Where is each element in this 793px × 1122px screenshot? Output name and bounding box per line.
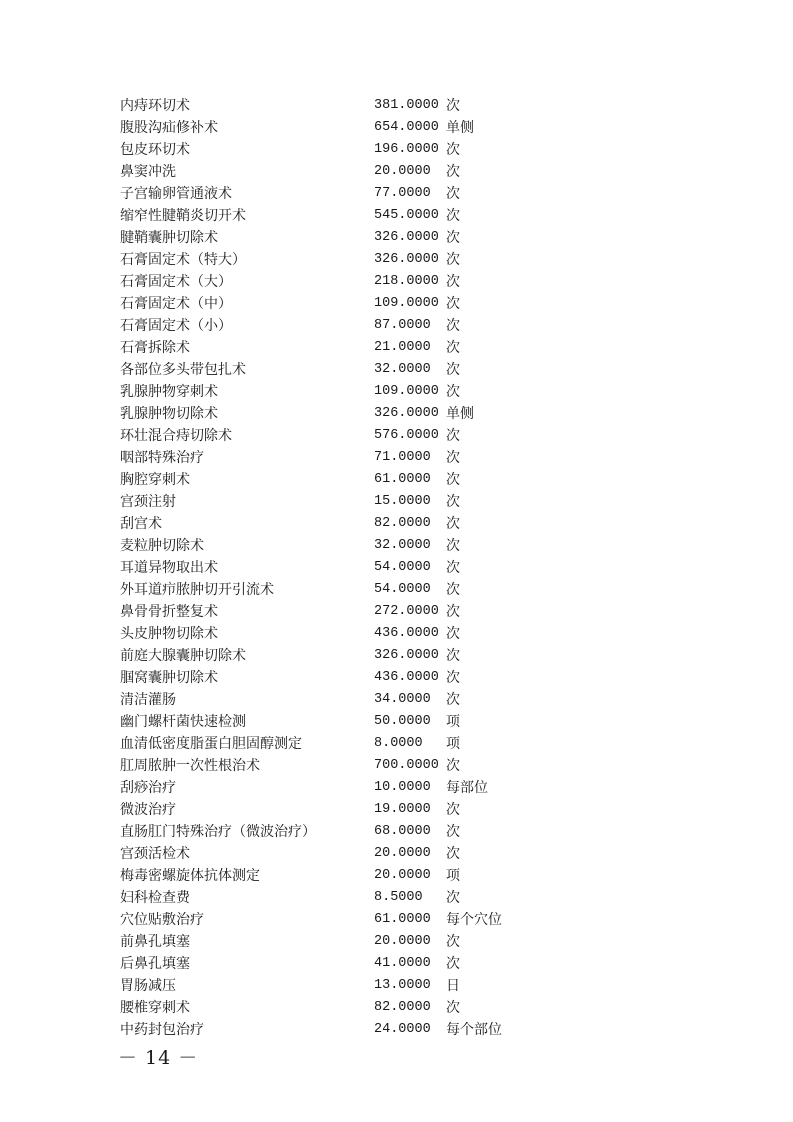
item-name: 外耳道疖脓肿切开引流术: [120, 582, 274, 598]
item-price: 82.0000: [374, 516, 431, 531]
item-price: 54.0000: [374, 560, 431, 575]
item-unit: 项: [446, 736, 460, 752]
item-unit: 项: [446, 714, 460, 730]
list-item: [120, 975, 540, 997]
list-item: [120, 359, 540, 381]
item-price: 32.0000: [374, 362, 431, 377]
item-price: 10.0000: [374, 780, 431, 795]
item-unit: 次: [446, 516, 460, 532]
item-name: 直肠肛门特殊治疗（微波治疗）: [120, 824, 316, 840]
item-price: 61.0000: [374, 472, 431, 487]
item-price: 20.0000: [374, 934, 431, 949]
list-item: [120, 645, 540, 667]
item-name: 石膏固定术（小）: [120, 318, 232, 334]
item-unit: 次: [446, 384, 460, 400]
item-price: 15.0000: [374, 494, 431, 509]
item-price: 109.0000: [374, 296, 439, 311]
list-item: [120, 403, 540, 425]
item-unit: 次: [446, 846, 460, 862]
list-item: [120, 293, 540, 315]
list-item: [120, 733, 540, 755]
item-name: 麦粒肿切除术: [120, 538, 204, 554]
item-unit: 次: [446, 296, 460, 312]
item-name: 梅毒密螺旋体抗体测定: [120, 868, 260, 884]
item-unit: 次: [446, 758, 460, 774]
item-unit: 次: [446, 670, 460, 686]
item-name: 幽门螺杆菌快速检测: [120, 714, 246, 730]
item-price: 19.0000: [374, 802, 431, 817]
item-unit: 次: [446, 494, 460, 510]
item-unit: 次: [446, 956, 460, 972]
list-item: [120, 755, 540, 777]
list-item: [120, 227, 540, 249]
list-item: [120, 931, 540, 953]
item-unit: 单侧: [446, 120, 474, 136]
item-unit: 每个部位: [446, 1022, 502, 1038]
item-name: 清洁灌肠: [120, 692, 176, 708]
list-item: [120, 425, 540, 447]
item-unit: 次: [446, 318, 460, 334]
list-item: [120, 183, 540, 205]
item-name: 乳腺肿物穿刺术: [120, 384, 218, 400]
list-item: [120, 799, 540, 821]
list-item: [120, 711, 540, 733]
item-price: 32.0000: [374, 538, 431, 553]
item-price: 109.0000: [374, 384, 439, 399]
list-item: [120, 601, 540, 623]
item-price: 326.0000: [374, 252, 439, 267]
item-price: 61.0000: [374, 912, 431, 927]
item-price: 654.0000: [374, 120, 439, 135]
item-name: 腘窝囊肿切除术: [120, 670, 218, 686]
item-unit: 单侧: [446, 406, 474, 422]
list-item: [120, 513, 540, 535]
list-item: [120, 667, 540, 689]
item-name: 各部位多头带包扎术: [120, 362, 246, 378]
list-item: [120, 315, 540, 337]
item-unit: 次: [446, 648, 460, 664]
item-name: 鼻骨骨折整复术: [120, 604, 218, 620]
item-price: 326.0000: [374, 648, 439, 663]
page-number: － 14 －: [118, 1047, 199, 1069]
list-item: [120, 909, 540, 931]
item-price: 77.0000: [374, 186, 431, 201]
list-item: [120, 777, 540, 799]
item-price: 326.0000: [374, 230, 439, 245]
item-price: 50.0000: [374, 714, 431, 729]
item-price: 436.0000: [374, 670, 439, 685]
item-price: 20.0000: [374, 164, 431, 179]
item-name: 环壮混合痔切除术: [120, 428, 232, 444]
item-name: 内痔环切术: [120, 98, 190, 114]
item-name: 腹股沟疝修补术: [120, 120, 218, 136]
item-name: 石膏固定术（中）: [120, 296, 232, 312]
item-name: 穴位贴敷治疗: [120, 912, 204, 928]
item-unit: 次: [446, 472, 460, 488]
fee-item-list: [120, 95, 540, 1041]
item-unit: 次: [446, 604, 460, 620]
item-name: 石膏固定术（特大）: [120, 252, 246, 268]
list-item: [120, 381, 540, 403]
list-item: [120, 1019, 540, 1041]
item-name: 微波治疗: [120, 802, 176, 818]
item-price: 381.0000: [374, 98, 439, 113]
list-item: [120, 139, 540, 161]
list-item: [120, 557, 540, 579]
list-item: [120, 865, 540, 887]
item-unit: 次: [446, 802, 460, 818]
item-unit: 次: [446, 1000, 460, 1016]
item-unit: 每个穴位: [446, 912, 502, 928]
item-price: 24.0000: [374, 1022, 431, 1037]
item-name: 胸腔穿刺术: [120, 472, 190, 488]
item-unit: 日: [446, 978, 460, 994]
list-item: [120, 447, 540, 469]
item-price: 576.0000: [374, 428, 439, 443]
item-unit: 次: [446, 98, 460, 114]
item-price: 41.0000: [374, 956, 431, 971]
item-price: 68.0000: [374, 824, 431, 839]
item-unit: 次: [446, 824, 460, 840]
item-price: 87.0000: [374, 318, 431, 333]
item-name: 宫颈活检术: [120, 846, 190, 862]
item-price: 54.0000: [374, 582, 431, 597]
list-item: [120, 843, 540, 865]
list-item: [120, 689, 540, 711]
item-unit: 次: [446, 428, 460, 444]
list-item: [120, 161, 540, 183]
item-name: 后鼻孔填塞: [120, 956, 190, 972]
list-item: [120, 95, 540, 117]
item-unit: 次: [446, 450, 460, 466]
item-name: 腱鞘囊肿切除术: [120, 230, 218, 246]
item-unit: 次: [446, 890, 460, 906]
item-price: 13.0000: [374, 978, 431, 993]
item-name: 石膏固定术（大）: [120, 274, 232, 290]
item-price: 71.0000: [374, 450, 431, 465]
item-unit: 次: [446, 626, 460, 642]
item-unit: 次: [446, 934, 460, 950]
item-price: 700.0000: [374, 758, 439, 773]
item-unit: 每部位: [446, 780, 488, 796]
item-name: 包皮环切术: [120, 142, 190, 158]
item-name: 妇科检查费: [120, 890, 190, 906]
item-price: 218.0000: [374, 274, 439, 289]
item-name: 前鼻孔填塞: [120, 934, 190, 950]
list-item: [120, 117, 540, 139]
list-item: [120, 205, 540, 227]
item-name: 前庭大腺囊肿切除术: [120, 648, 246, 664]
item-unit: 次: [446, 252, 460, 268]
item-price: 436.0000: [374, 626, 439, 641]
list-item: [120, 887, 540, 909]
item-name: 腰椎穿刺术: [120, 1000, 190, 1016]
list-item: [120, 535, 540, 557]
item-name: 中药封包治疗: [120, 1022, 204, 1038]
item-price: 20.0000: [374, 868, 431, 883]
item-name: 缩窄性腱鞘炎切开术: [120, 208, 246, 224]
list-item: [120, 953, 540, 975]
item-price: 82.0000: [374, 1000, 431, 1015]
item-price: 326.0000: [374, 406, 439, 421]
item-name: 肛周脓肿一次性根治术: [120, 758, 260, 774]
item-name: 宫颈注射: [120, 494, 176, 510]
list-item: [120, 491, 540, 513]
item-name: 头皮肿物切除术: [120, 626, 218, 642]
item-unit: 次: [446, 230, 460, 246]
item-price: 21.0000: [374, 340, 431, 355]
item-name: 乳腺肿物切除术: [120, 406, 218, 422]
item-unit: 次: [446, 142, 460, 158]
item-price: 272.0000: [374, 604, 439, 619]
item-unit: 次: [446, 340, 460, 356]
list-item: [120, 271, 540, 293]
item-name: 鼻窦冲洗: [120, 164, 176, 180]
item-name: 刮宫术: [120, 516, 162, 532]
list-item: [120, 997, 540, 1019]
list-item: [120, 623, 540, 645]
item-unit: 次: [446, 582, 460, 598]
item-price: 8.0000: [374, 736, 423, 751]
item-unit: 项: [446, 868, 460, 884]
item-name: 刮痧治疗: [120, 780, 176, 796]
item-name: 胃肠减压: [120, 978, 176, 994]
item-unit: 次: [446, 164, 460, 180]
item-name: 血清低密度脂蛋白胆固醇测定: [120, 736, 302, 752]
list-item: [120, 469, 540, 491]
item-unit: 次: [446, 538, 460, 554]
item-price: 196.0000: [374, 142, 439, 157]
item-price: 545.0000: [374, 208, 439, 223]
item-unit: 次: [446, 560, 460, 576]
item-unit: 次: [446, 186, 460, 202]
item-name: 咽部特殊治疗: [120, 450, 204, 466]
list-item: [120, 249, 540, 271]
list-item: [120, 337, 540, 359]
item-price: 8.5000: [374, 890, 423, 905]
list-item: [120, 579, 540, 601]
item-price: 20.0000: [374, 846, 431, 861]
list-item: [120, 821, 540, 843]
item-price: 34.0000: [374, 692, 431, 707]
item-name: 耳道异物取出术: [120, 560, 218, 576]
item-unit: 次: [446, 362, 460, 378]
item-unit: 次: [446, 208, 460, 224]
item-unit: 次: [446, 692, 460, 708]
item-unit: 次: [446, 274, 460, 290]
item-name: 子宫输卵管通液术: [120, 186, 232, 202]
item-name: 石膏拆除术: [120, 340, 190, 356]
